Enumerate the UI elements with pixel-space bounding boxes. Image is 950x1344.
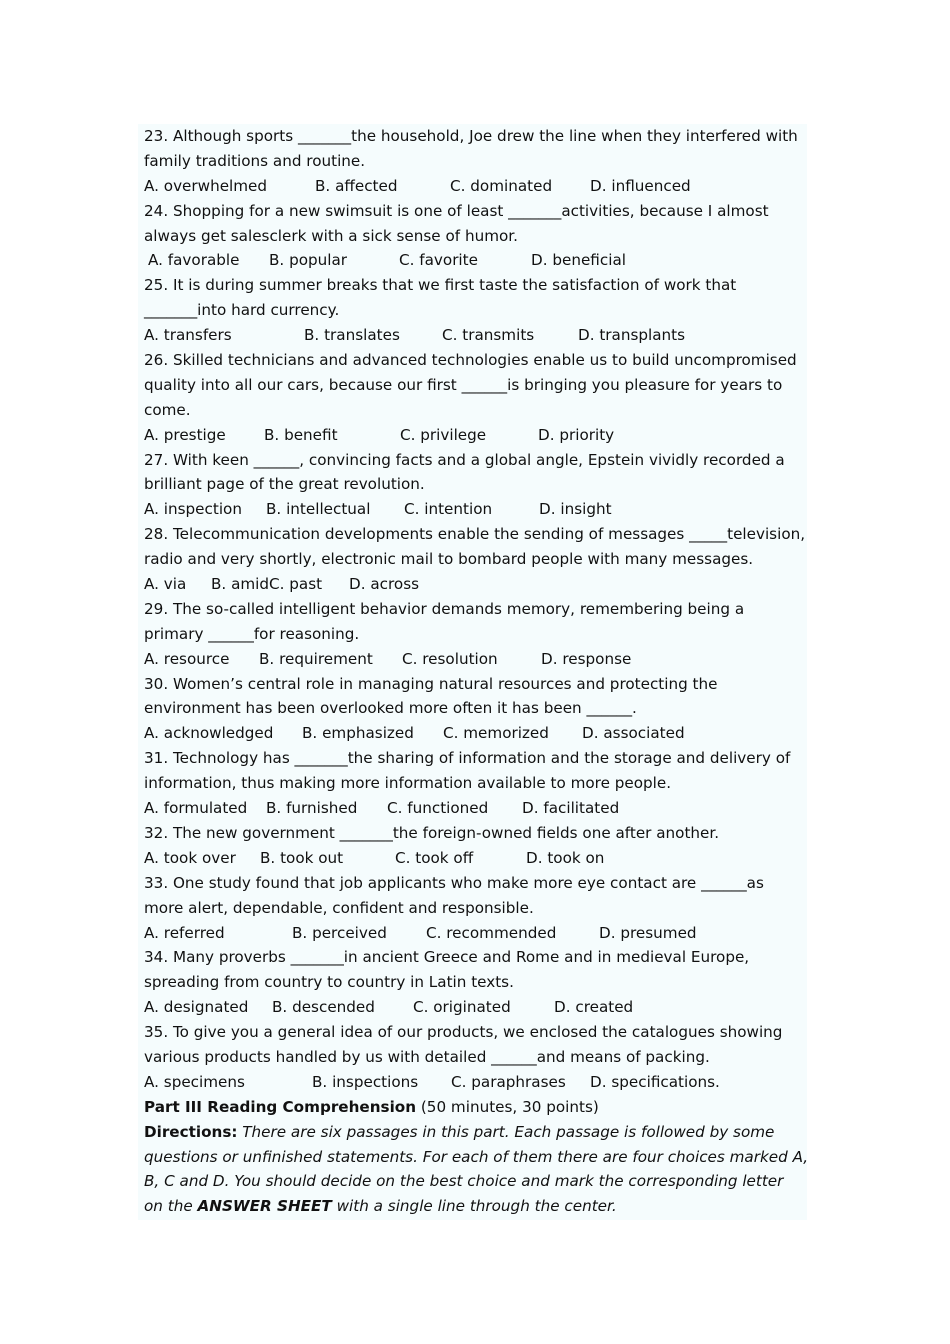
answer-option-d: D. beneficial: [531, 251, 626, 270]
answer-option-d: D. response: [541, 649, 632, 668]
question-stem-line: 24. Shopping for a new swimsuit is one of least _______activities, because I almost: [144, 201, 769, 220]
answer-option-a: A. specimens: [144, 1072, 245, 1091]
question-stem-line: information, thus making more information available to more people.: [144, 774, 672, 793]
answer-option-b: B. benefit: [264, 425, 338, 444]
answer-option-b: B. took out: [260, 848, 344, 867]
question-stem-line: 35. To give you a general idea of our products, we enclosed the catalogues showing: [144, 1023, 783, 1042]
answer-option-d: D. associated: [582, 724, 685, 743]
answer-option-c: C. paraphrases: [451, 1072, 566, 1091]
answer-options: [144, 995, 807, 1020]
answer-option-c: C. functioned: [387, 799, 489, 818]
answer-options: [144, 647, 807, 672]
directions-line: [144, 1120, 807, 1145]
answer-option-b: B. intellectual: [266, 500, 371, 519]
answer-option-a: A. referred: [144, 923, 225, 942]
section-title: Part III Reading Comprehension: [144, 1097, 417, 1116]
answer-option-d: D. specifications.: [590, 1072, 720, 1091]
question-stem-line: come.: [144, 400, 191, 419]
answer-options: [144, 248, 807, 273]
question-stem-line: 30. Women’s central role in managing natural resources and protecting the: [144, 674, 718, 693]
answer-option-a: A. inspection: [144, 500, 242, 519]
question-stem-line: 29. The so-called intelligent behavior demands memory, remembering being a: [144, 599, 745, 618]
answer-option-d: D. took on: [526, 848, 605, 867]
question-26: [144, 348, 807, 448]
answer-options: [144, 323, 807, 348]
question-stem-line: more alert, dependable, confident and responsible.: [144, 898, 534, 917]
answer-option-d: D. insight: [539, 500, 612, 519]
question-stem-line: 31. Technology has _______the sharing of information and the storage and delivery of: [144, 749, 791, 768]
answer-option-d: D. influenced: [590, 176, 691, 195]
question-stem-line: spreading from country to country in Latin texts.: [144, 973, 514, 992]
answer-option-b: B. affected: [315, 176, 398, 195]
question-stem-line: various products handled by us with detailed ______and means of packing.: [144, 1047, 710, 1066]
answer-option-b: B. furnished: [266, 799, 358, 818]
exam-content: [138, 124, 807, 1220]
answer-option-c: C. favorite: [399, 251, 478, 270]
answer-option-d: D. transplants: [578, 326, 686, 345]
answer-options: [144, 796, 807, 821]
question-32: [144, 821, 807, 871]
section-meta: (50 minutes, 30 points): [416, 1097, 599, 1116]
answer-option-a: A. favorable: [148, 251, 240, 270]
question-stem-line: 25. It is during summer breaks that we first taste the satisfaction of work that: [144, 276, 737, 295]
answer-option-a: A. transfers: [144, 326, 232, 345]
answer-option-c: C. transmits: [442, 326, 535, 345]
question-31: [144, 746, 807, 821]
answer-option-c: C. memorized: [443, 724, 549, 743]
answer-option-a: A. formulated: [144, 799, 248, 818]
question-stem-line: 27. With keen ______, convincing facts and a global angle, Epstein vividly recorded a: [144, 450, 785, 469]
question-stem-line: 32. The new government _______the foreign-owned fields one after another.: [144, 823, 720, 842]
directions-line: B, C and D. You should decide on the best choice and mark the corresponding letter: [144, 1172, 784, 1191]
question-stem-line: brilliant page of the great revolution.: [144, 475, 425, 494]
answer-options: [144, 721, 807, 746]
answer-option-a: A. prestige: [144, 425, 226, 444]
answer-option-d: D. priority: [538, 425, 615, 444]
answer-options: [144, 921, 807, 946]
answer-option-b: B. emphasized: [302, 724, 414, 743]
answer-option-a: A. overwhelmed: [144, 176, 268, 195]
answer-option-b: B. amid: [211, 575, 270, 594]
answer-option-c: C. dominated: [450, 176, 553, 195]
directions-label: Directions:: [144, 1122, 238, 1141]
question-stem-line: family traditions and routine.: [144, 151, 366, 170]
section-heading: [144, 1095, 807, 1120]
answer-sheet-label: ANSWER SHEET: [197, 1197, 332, 1216]
answer-option-d: D. across: [349, 575, 420, 594]
question-stem-line: primary ______for reasoning.: [144, 624, 360, 643]
directions-text: There are six passages in this part. Each passage is followed by some: [237, 1122, 775, 1141]
answer-options: [144, 423, 807, 448]
answer-option-c: C. originated: [413, 998, 511, 1017]
question-stem-line: 34. Many proverbs _______in ancient Greece and Rome and in medieval Europe,: [144, 948, 750, 967]
answer-options: [144, 497, 807, 522]
question-34: [144, 945, 807, 1020]
question-stem-line: environment has been overlooked more often it has been ______.: [144, 699, 637, 718]
question-35: [144, 1020, 807, 1095]
question-27: [144, 448, 807, 523]
answer-option-c: C. past: [269, 575, 323, 594]
answer-option-a: A. resource: [144, 649, 230, 668]
answer-options: [144, 1070, 807, 1095]
answer-option-c: C. recommended: [426, 923, 557, 942]
answer-option-b: B. popular: [269, 251, 348, 270]
answer-option-b: B. descended: [272, 998, 375, 1017]
answer-option-d: D. facilitated: [522, 799, 620, 818]
question-stem-line: 28. Telecommunication developments enable the sending of messages _____television,: [144, 525, 806, 544]
answer-option-a: A. took over: [144, 848, 236, 867]
question-stem-line: always get salesclerk with a sick sense of humor.: [144, 226, 518, 245]
answer-options: [144, 846, 807, 871]
question-24: [144, 199, 807, 274]
answer-option-d: D. presumed: [599, 923, 697, 942]
directions-text: with a single line through the center.: [331, 1197, 617, 1216]
answer-options: [144, 572, 807, 597]
answer-option-a: A. via: [144, 575, 187, 594]
answer-option-a: A. acknowledged: [144, 724, 274, 743]
question-33: [144, 871, 807, 946]
answer-options: [144, 174, 807, 199]
question-stem-line: quality into all our cars, because our first ______is bringing you pleasure for years to: [144, 375, 783, 394]
question-23: [144, 124, 807, 199]
answer-option-d: D. created: [554, 998, 634, 1017]
question-stem-line: 23. Although sports _______the household, Joe drew the line when they interfered with: [144, 127, 798, 145]
question-stem-line: radio and very shortly, electronic mail to bombard people with many messages.: [144, 550, 754, 569]
question-25: [144, 273, 807, 348]
directions-line: [144, 1194, 807, 1219]
answer-option-c: C. resolution: [402, 649, 498, 668]
answer-option-b: B. perceived: [292, 923, 387, 942]
question-stem-line: 33. One study found that job applicants who make more eye contact are ______as: [144, 873, 764, 892]
question-30: [144, 672, 807, 747]
directions-line: questions or unfinished statements. For each of them there are four choices marked A,: [144, 1147, 809, 1166]
answer-option-c: C. privilege: [400, 425, 487, 444]
directions-text: on the: [144, 1197, 198, 1216]
answer-option-c: C. intention: [404, 500, 493, 519]
answer-option-a: A. designated: [144, 998, 249, 1017]
answer-option-b: B. requirement: [259, 649, 373, 668]
answer-option-b: B. translates: [304, 326, 400, 345]
question-28: [144, 522, 807, 597]
answer-option-c: C. took off: [395, 848, 474, 867]
question-stem-line: 26. Skilled technicians and advanced technologies enable us to build uncompromised: [144, 351, 797, 370]
question-stem-line: _______into hard currency.: [144, 301, 340, 320]
answer-option-b: B. inspections: [312, 1072, 419, 1091]
question-29: [144, 597, 807, 672]
